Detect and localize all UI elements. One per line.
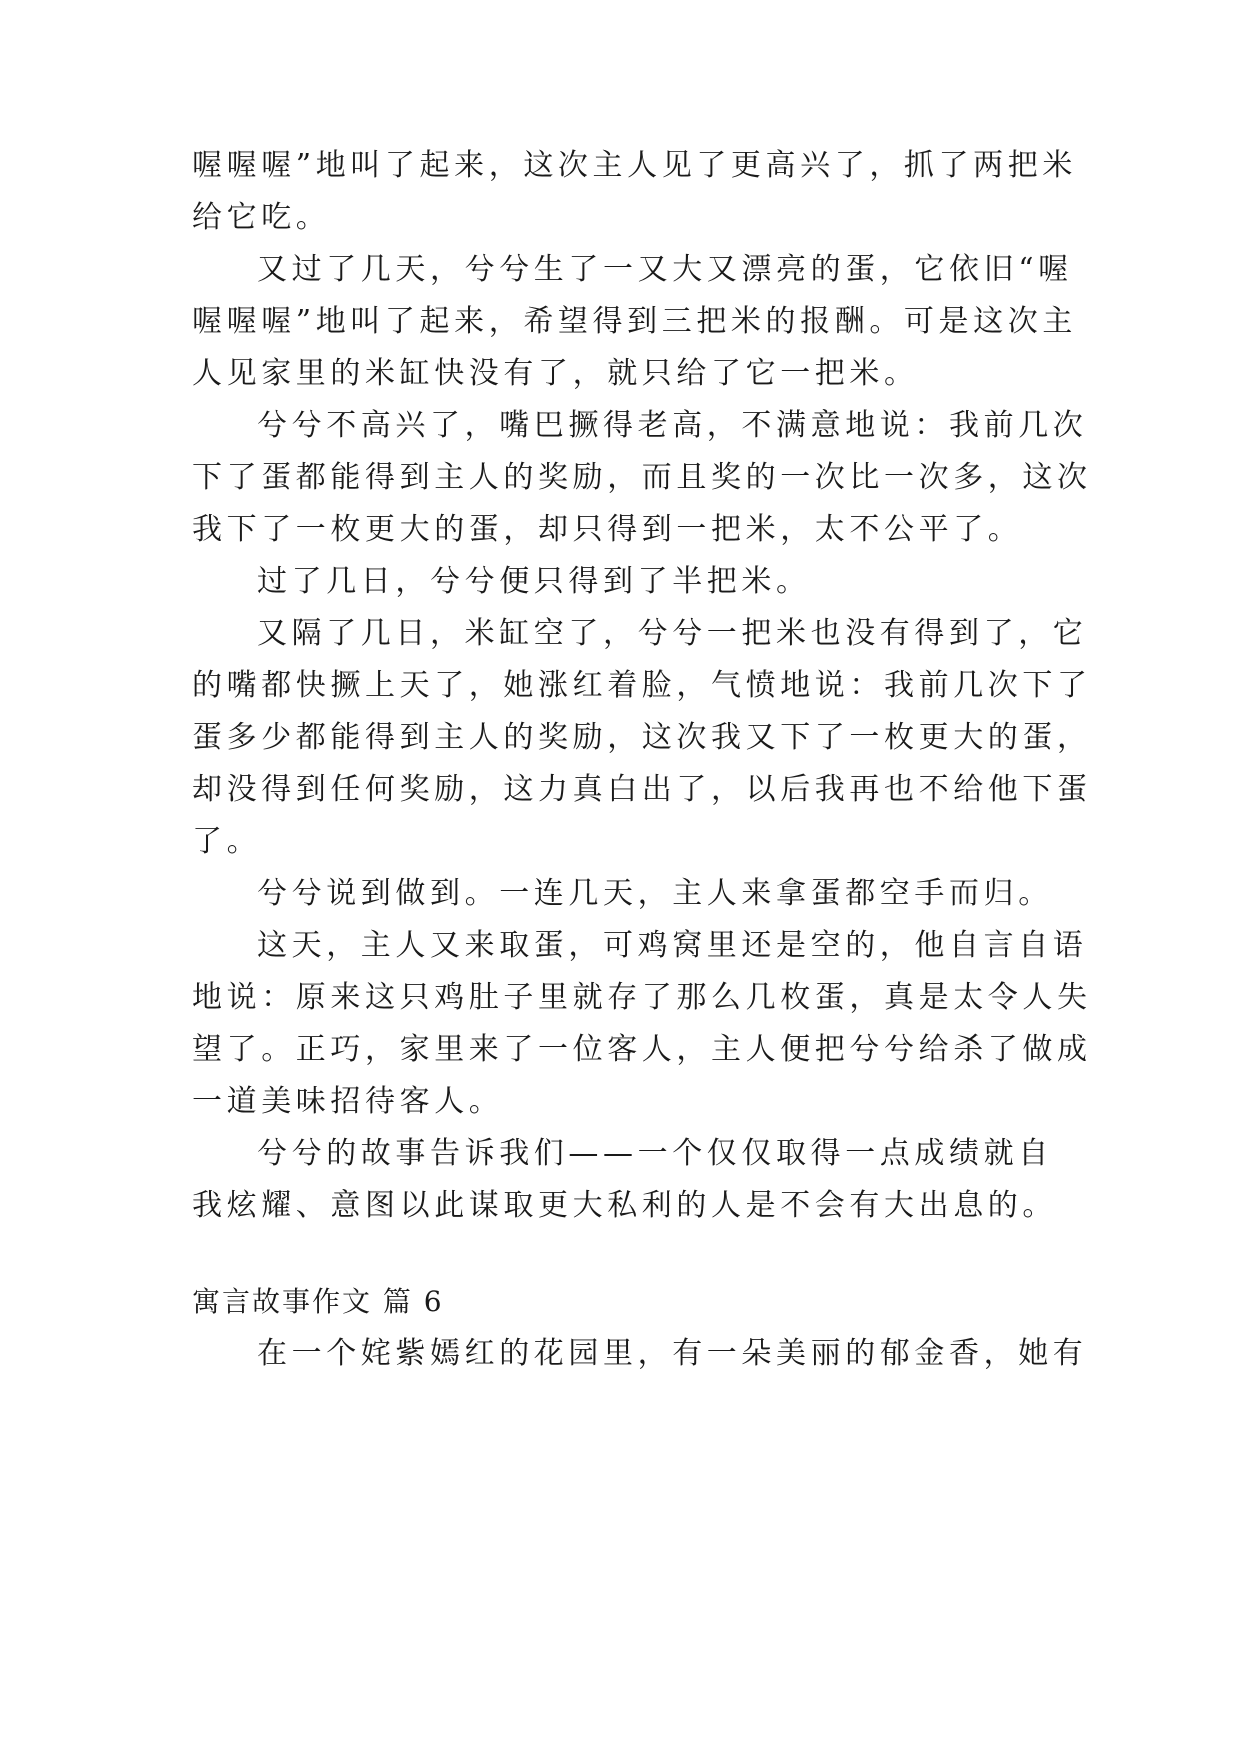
text-line: 蛋多少都能得到主人的奖励，这次我又下了一枚更大的蛋， — [192, 720, 1092, 755]
text-line: 人见家里的米缸快没有了，就只给了它一把米。 — [192, 356, 919, 391]
paragraph-first-line: 兮兮不高兴了，嘴巴撅得老高，不满意地说：我前几次 — [257, 408, 1088, 443]
paragraph-first-line: 在一个姹紫嫣红的花园里，有一朵美丽的郁金香，她有 — [257, 1336, 1088, 1371]
paragraph-first-line: 这天，主人又来取蛋，可鸡窝里还是空的，他自言自语 — [257, 928, 1088, 963]
text-line: 地说：原来这只鸡肚子里就存了那么几枚蛋，真是太令人失 — [192, 980, 1092, 1015]
paragraph-first-line: 过了几日，兮兮便只得到了半把米。 — [257, 564, 811, 599]
text-line: 给它吃。 — [192, 200, 331, 235]
paragraph-first-line: 又过了几天，兮兮生了一又大又漂亮的蛋，它依旧“喔 — [257, 252, 1073, 287]
section-heading: 寓言故事作文 篇 6 — [192, 1285, 444, 1318]
text-line: 望了。正巧，家里来了一位客人，主人便把兮兮给杀了做成 — [192, 1032, 1092, 1067]
text-line: 了。 — [192, 824, 262, 859]
paragraph-first-line: 兮兮的故事告诉我们——一个仅仅取得一点成绩就自 — [257, 1136, 1053, 1171]
text-line: 我下了一枚更大的蛋，却只得到一把米，太不公平了。 — [192, 512, 1023, 547]
text-line: 我炫耀、意图以此谋取更大私利的人是不会有大出息的。 — [192, 1188, 1057, 1223]
text-line: 却没得到任何奖励，这力真白出了，以后我再也不给他下蛋 — [192, 772, 1092, 807]
paragraph-first-line: 兮兮说到做到。一连几天，主人来拿蛋都空手而归。 — [257, 876, 1053, 911]
text-line: 喔喔喔”地叫了起来，这次主人见了更高兴了，抓了两把米 — [192, 148, 1077, 183]
text-line: 一道美味招待客人。 — [192, 1084, 504, 1119]
paragraph-first-line: 又隔了几日，米缸空了，兮兮一把米也没有得到了，它 — [257, 616, 1088, 651]
text-line: 喔喔喔”地叫了起来，希望得到三把米的报酬。可是这次主 — [192, 304, 1077, 339]
text-line: 下了蛋都能得到主人的奖励，而且奖的一次比一次多，这次 — [192, 460, 1092, 495]
text-line: 的嘴都快撅上天了，她涨红着脸，气愤地说：我前几次下了 — [192, 668, 1092, 703]
